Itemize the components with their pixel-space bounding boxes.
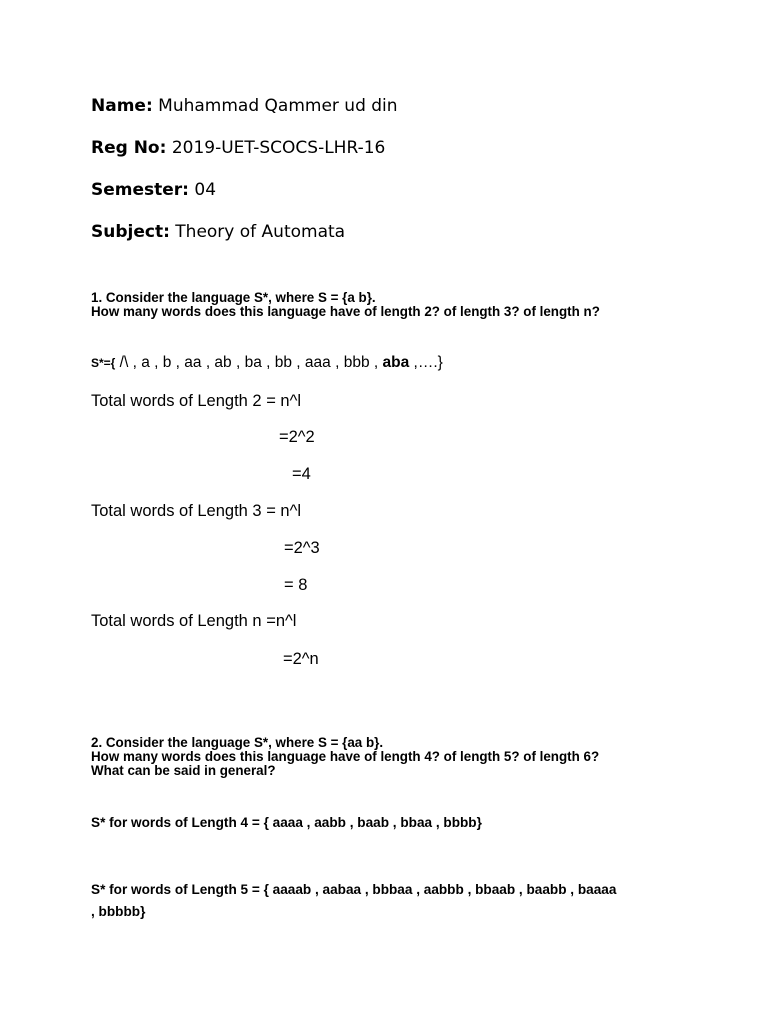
reg-value: 2019-UET-SCOCS-LHR-16 <box>166 138 386 158</box>
name-line <box>91 96 398 116</box>
subject-line <box>91 222 345 242</box>
len5-set-line1: S* for words of Length 5 = { aaaab , aabaa , bbbaa , aabbb , bbaab , baabb , baaaa <box>91 882 617 897</box>
set-prefix: S*={ <box>91 356 116 370</box>
q1-set-line <box>91 354 443 372</box>
name-value: Muhammad Qammer ud din <box>152 96 398 116</box>
subject-label: Subject: <box>91 222 170 242</box>
reg-line <box>91 138 385 158</box>
len2-step2: =4 <box>292 465 311 483</box>
len3-step1: =2^3 <box>284 539 320 557</box>
q2-prompt-line2: How many words does this language have of length 4? of length 5? of length 6? <box>91 749 600 764</box>
name-label: Name: <box>91 96 153 116</box>
q2-prompt-line1: 2. Consider the language S*, where S = {aa b}. <box>91 735 384 750</box>
semester-line <box>91 180 216 200</box>
set-suffix: ,….} <box>409 354 443 371</box>
len2-line: Total words of Length 2 = n^l <box>91 392 301 410</box>
len3-line: Total words of Length 3 = n^l <box>91 502 301 520</box>
len2-step1: =2^2 <box>279 428 315 446</box>
lenn-step1: =2^n <box>283 650 319 668</box>
len3-step2: = 8 <box>284 576 308 594</box>
subject-value: Theory of Automata <box>169 222 346 242</box>
q1-prompt-line2: How many words does this language have of length 2? of length 3? of length n? <box>91 304 600 319</box>
set-bold-word: aba <box>382 354 410 371</box>
len4-set-line: S* for words of Length 4 = { aaaa , aabb , baab , bbaa , bbbb} <box>91 815 482 830</box>
reg-label: Reg No: <box>91 138 167 158</box>
semester-label: Semester: <box>91 180 189 200</box>
len5-set-line2: , bbbbb} <box>91 904 146 919</box>
q2-prompt-line3: What can be said in general? <box>91 763 276 778</box>
q1-prompt-line1: 1. Consider the language S*, where S = {a b}. <box>91 290 376 305</box>
lenn-line: Total words of Length n =n^l <box>91 612 297 630</box>
set-body: /\ , a , b , aa , ab , ba , bb , aaa , bbb , <box>115 354 383 371</box>
semester-value: 04 <box>188 180 217 200</box>
